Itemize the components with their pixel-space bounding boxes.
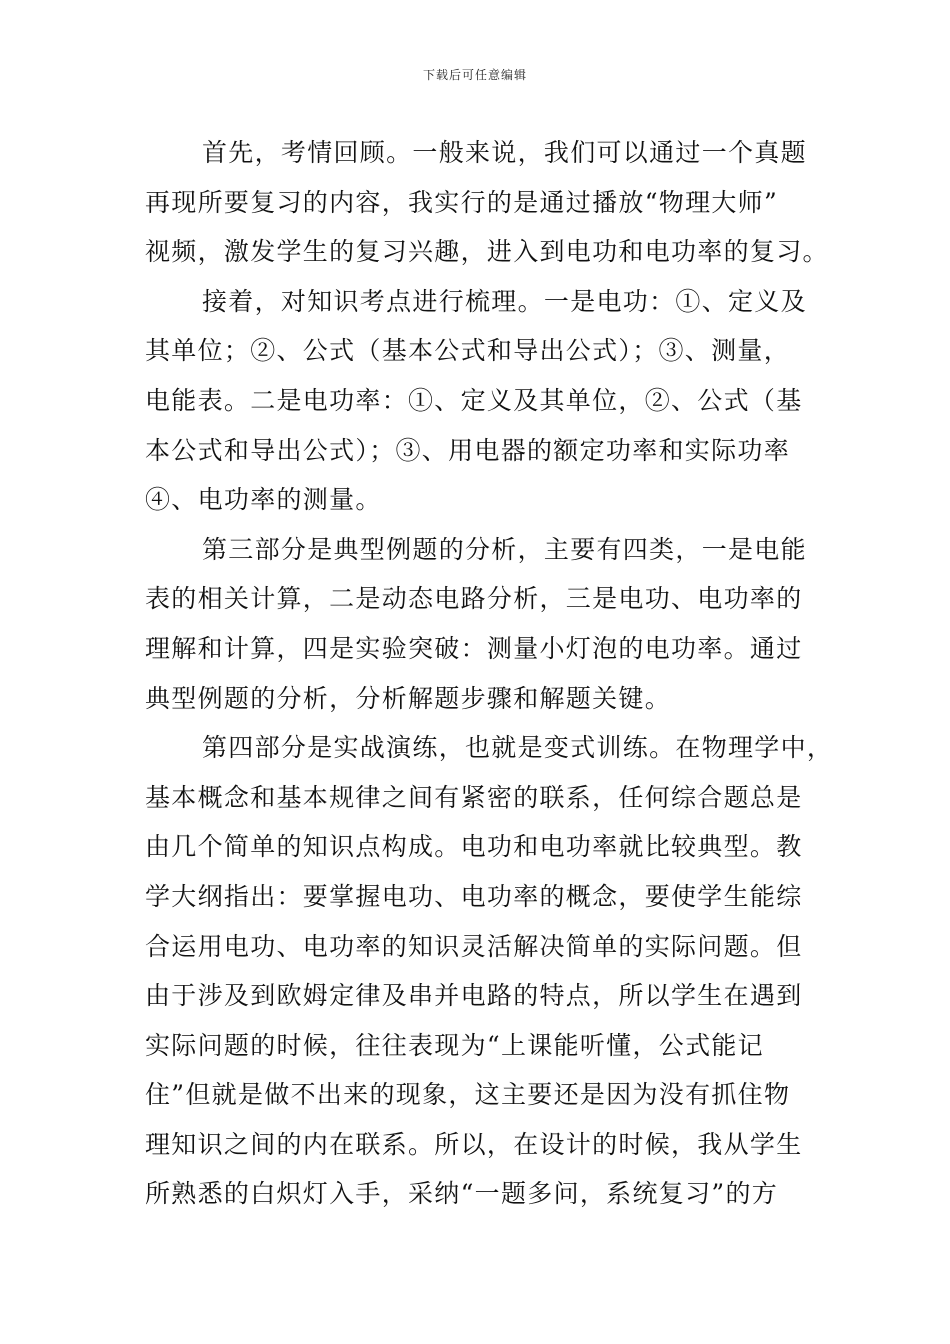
text-line-7: 本公式和导出公式）；③、用电器的额定功率和实际功率 [145, 435, 791, 465]
text-line-21: 理知识之间的内在联系。所以，在设计的时候，我从学生 [145, 1129, 803, 1159]
document-body [145, 128, 834, 1219]
text-line-20: 住”但就是做不出来的现象，这主要还是因为没有抓住物 [145, 1080, 791, 1110]
text-line-2: 再现所要复习的内容，我实行的是通过播放“物理大师” [145, 187, 779, 217]
text-line-3: 视频，激发学生的复习兴趣，进入到电功和电功率的复习。 [145, 237, 829, 267]
page-header: 下载后可任意编辑 [422, 68, 527, 82]
text-line-4: 接着，对知识考点进行梳理。一是电功：①、定义及 [202, 286, 807, 316]
text-line-15: 由几个简单的知识点构成。电功和电功率就比较典型。教 [145, 832, 803, 862]
text-line-14: 基本概念和基本规律之间有紧密的联系，任何综合题总是 [145, 782, 803, 812]
text-line-5: 其单位；②、公式（基本公式和导出公式）；③、测量， [145, 336, 791, 366]
text-line-9: 第三部分是典型例题的分析，主要有四类，一是电能 [202, 534, 807, 564]
text-line-18: 由于涉及到欧姆定律及串并电路的特点，所以学生在遇到 [145, 981, 803, 1011]
text-line-22: 所熟悉的白炽灯入手，采纳“一题多问，系统复习”的方 [145, 1179, 779, 1209]
text-line-8: ④、电功率的测量。 [145, 485, 382, 515]
text-line-10: 表的相关计算，二是动态电路分析，三是电功、电功率的 [145, 584, 803, 614]
text-line-13: 第四部分是实战演练，也就是变式训练。在物理学中， [202, 733, 834, 763]
text-line-16: 学大纲指出：要掌握电功、电功率的概念，要使学生能综 [145, 881, 803, 911]
text-line-6: 电能表。二是电功率：①、定义及其单位，②、公式（基 [145, 385, 803, 415]
text-line-19: 实际问题的时候，往往表现为“上课能听懂，公式能记 [145, 1030, 764, 1060]
text-line-11: 理解和计算，四是实验突破：测量小灯泡的电功率。通过 [145, 633, 803, 663]
text-line-1: 首先，考情回顾。一般来说，我们可以通过一个真题 [202, 138, 807, 167]
text-line-17: 合运用电功、电功率的知识灵活解决简单的实际问题。但 [145, 931, 803, 961]
text-line-12: 典型例题的分析，分析解题步骤和解题关键。 [145, 683, 672, 713]
